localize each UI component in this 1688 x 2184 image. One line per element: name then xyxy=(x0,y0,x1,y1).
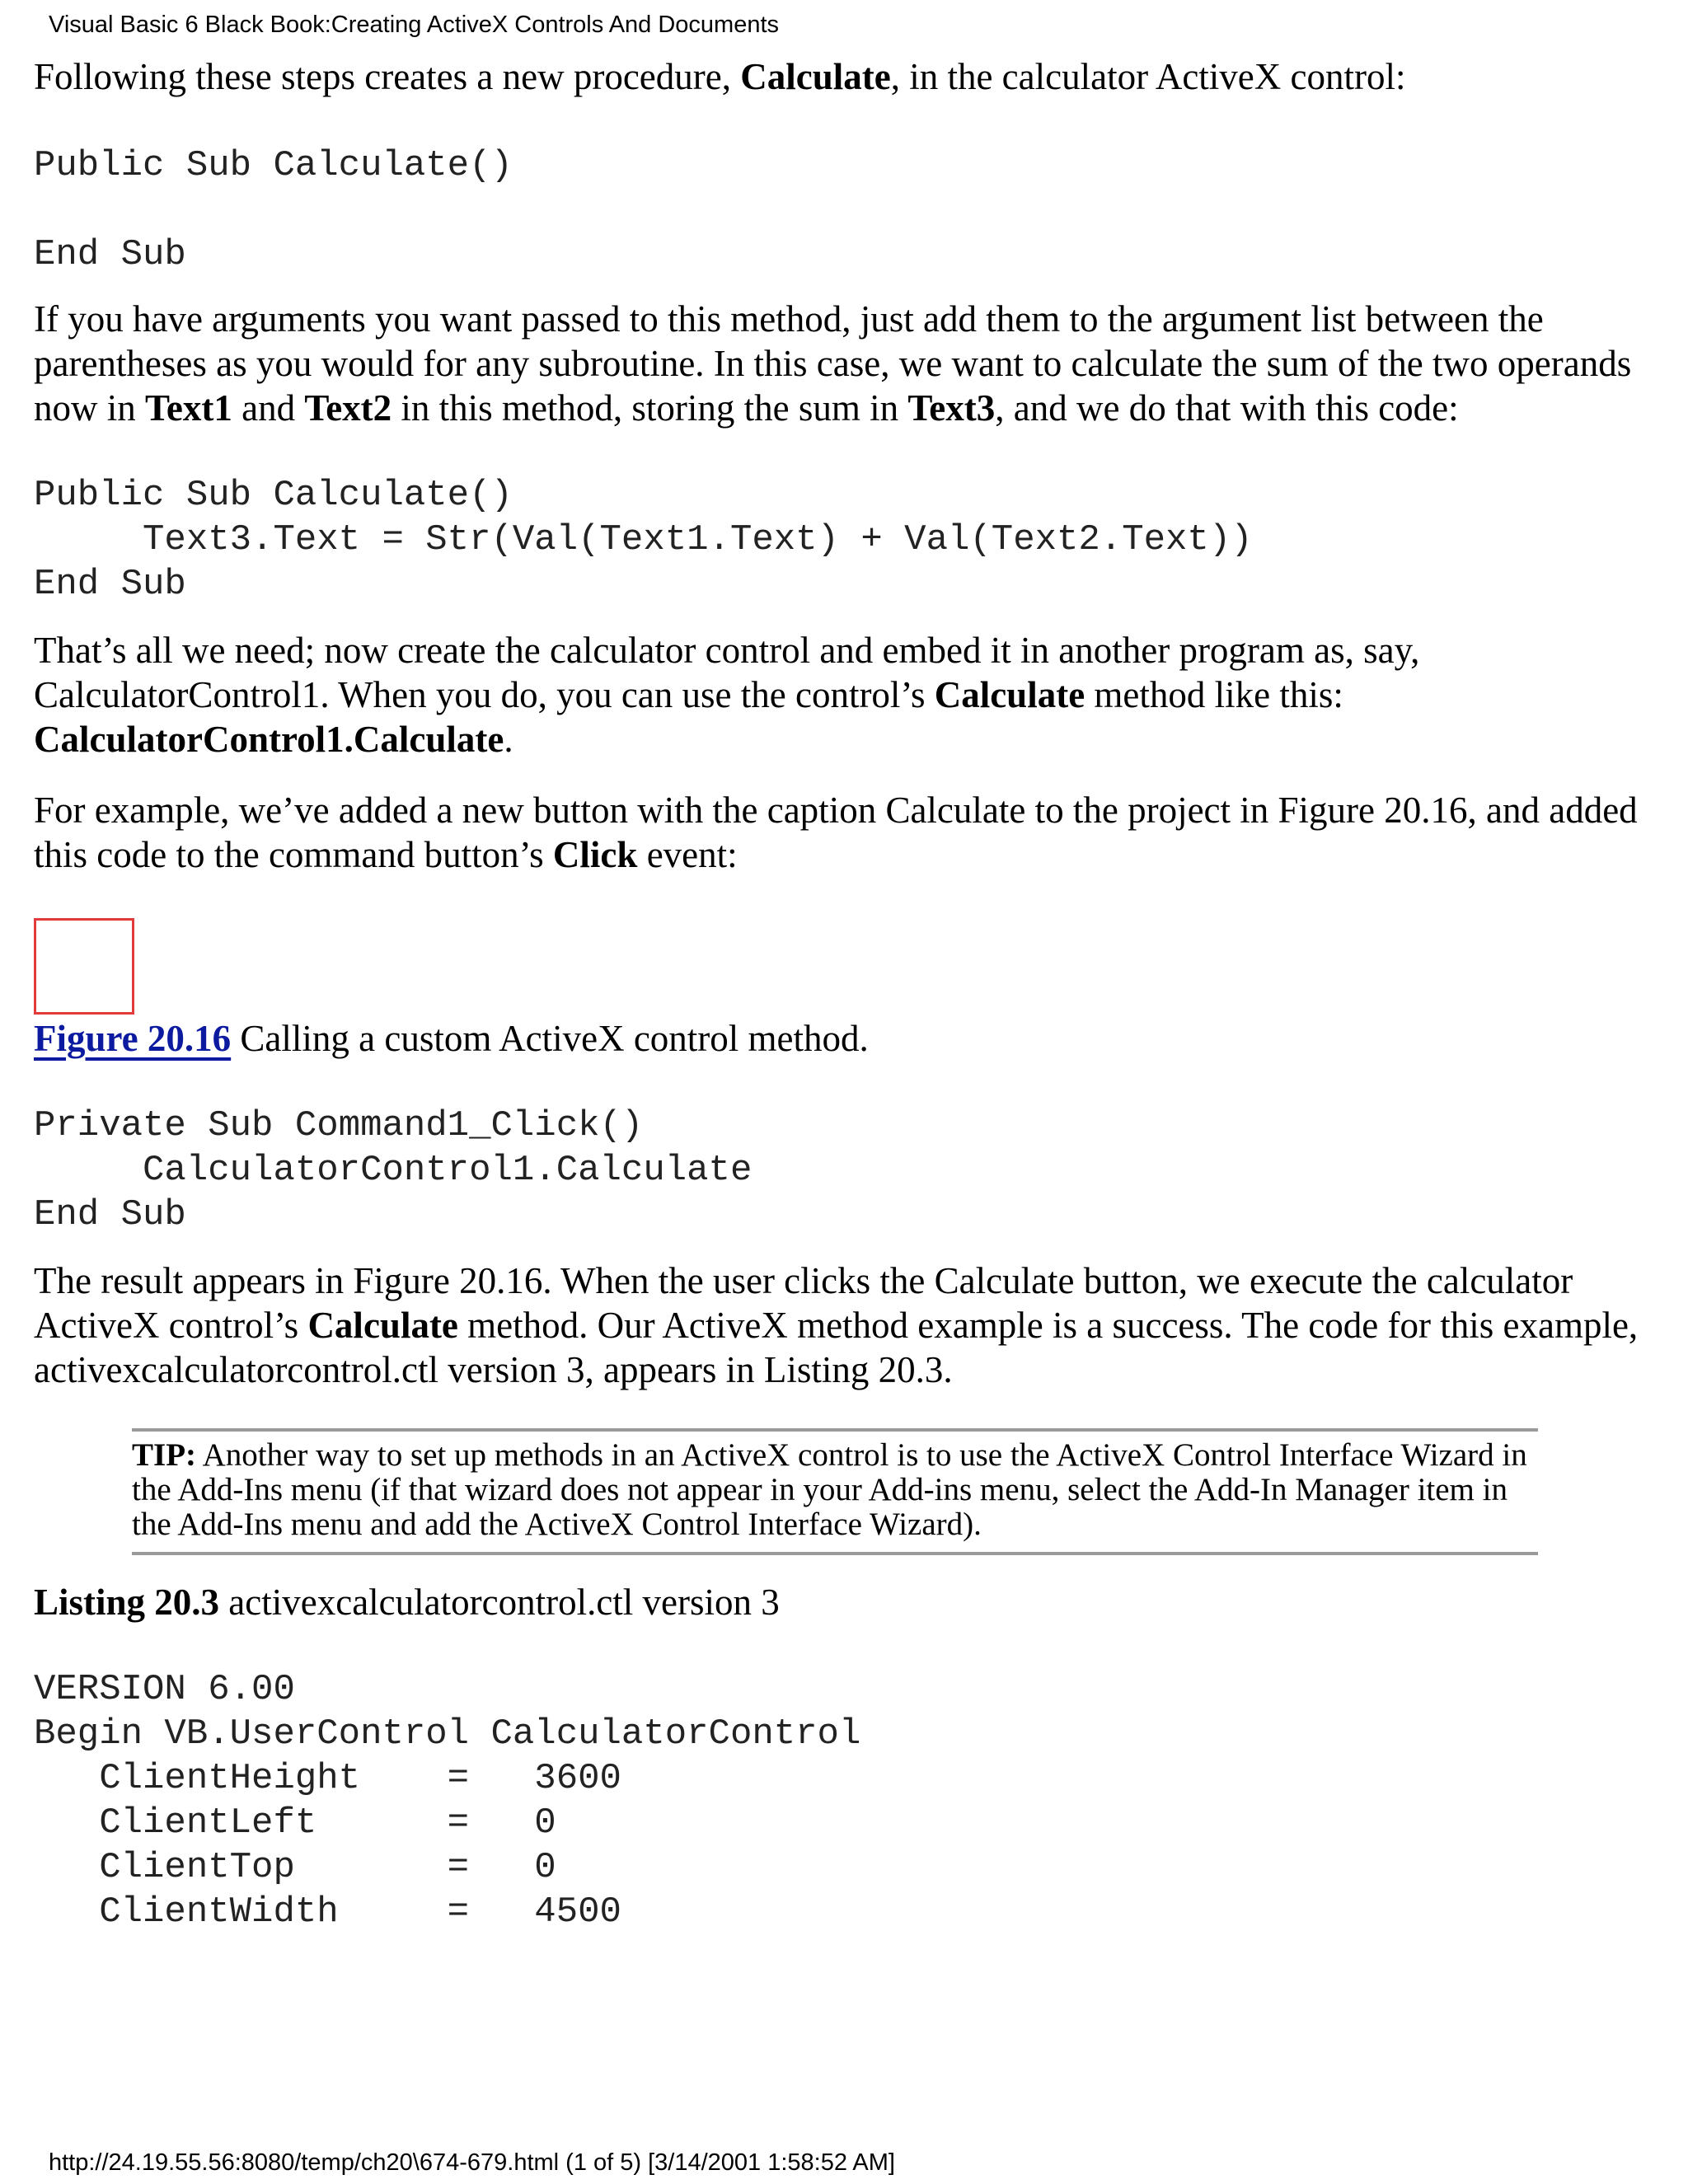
text-run: Following these steps creates a new procedure, xyxy=(34,56,741,97)
figure-link[interactable]: Figure 20.16 xyxy=(34,1018,232,1059)
result-paragraph xyxy=(34,1258,1662,1392)
text-run: method. Our ActiveX method example is a success. The code for this example, activexcalculatorcontrol.ctl version 3, appears in Listing 20.3. xyxy=(34,1305,1639,1390)
code-line: VERSION 6.00 xyxy=(34,1669,295,1710)
text-run: , in the calculator ActiveX control: xyxy=(890,56,1406,97)
code-block-calculate-impl xyxy=(34,473,1662,607)
code-line: Public Sub Calculate() xyxy=(34,475,513,516)
code-line: ClientTop = 0 xyxy=(34,1847,556,1888)
text-run: event: xyxy=(637,834,738,875)
bold-term: Text2 xyxy=(304,387,392,429)
tip-box xyxy=(132,1428,1538,1555)
tip-text: Another way to set up methods in an ActiveX control is to use the ActiveX Control Interface Wizard in the Add-Ins menu (if that wizard does not appear in your Add-ins menu, select the Add-In Manager item in the Add-Ins menu and add the ActiveX Control Interface Wizard). xyxy=(132,1437,1527,1542)
code-line: End Sub xyxy=(34,234,186,275)
text-run: The result appears in Figure 20.16. When the user clicks the Calculate button, we execute the calculator ActiveX control’s xyxy=(34,1260,1573,1346)
text-run: . xyxy=(504,719,513,760)
listing-title-text: activexcalculatorcontrol.ctl version 3 xyxy=(219,1582,780,1623)
text-run: For example, we’ve added a new button with the caption Calculate to the project in Figure 20.16, and added this code to the command button’s xyxy=(34,790,1638,875)
embed-paragraph xyxy=(34,628,1662,762)
code-line: End Sub xyxy=(34,564,186,605)
code-line: ClientLeft = 0 xyxy=(34,1802,556,1844)
code-line: Begin VB.UserControl CalculatorControl xyxy=(34,1713,861,1755)
figure-caption-text: Calling a custom ActiveX control method. xyxy=(231,1018,869,1059)
example-paragraph xyxy=(34,788,1662,877)
code-line: Text3.Text = Str(Val(Text1.Text) + Val(Text2.Text)) xyxy=(34,519,1253,560)
page-header-title: Visual Basic 6 Black Book:Creating ActiveX Controls And Documents xyxy=(49,12,780,38)
code-line: CalculatorControl1.Calculate xyxy=(34,1150,753,1191)
intro-paragraph xyxy=(34,54,1662,99)
listing-title xyxy=(34,1580,1662,1624)
document-body xyxy=(34,54,1662,1934)
text-run: and xyxy=(232,387,305,429)
bold-term: Calculate xyxy=(934,674,1085,715)
code-line: Private Sub Command1_Click() xyxy=(34,1105,644,1146)
bold-term: Calculate xyxy=(740,56,891,97)
text-run: If you have arguments you want passed to this method, just add them to the argument list between the parentheses as you would for any subroutine. In this case, we want to calculate the sum of the two operands now in xyxy=(34,298,1632,429)
text-run: That’s all we need; now create the calculator control and embed it in another program as, say, CalculatorControl1. When you do, you can use the control’s xyxy=(34,630,1420,715)
code-block-listing xyxy=(34,1667,1662,1934)
tip-label: TIP: xyxy=(132,1437,196,1473)
code-line: End Sub xyxy=(34,1194,186,1235)
bold-term: Click xyxy=(552,834,638,875)
figure-caption xyxy=(34,1016,1662,1061)
bold-term: Calculate xyxy=(307,1305,458,1346)
code-line: Public Sub Calculate() xyxy=(34,145,513,186)
code-line: ClientHeight = 3600 xyxy=(34,1758,621,1799)
page-footer-url: http://24.19.55.56:8080/temp/ch20\674-679.html (1 of 5) [3/14/2001 1:58:52 AM] xyxy=(49,2149,895,2176)
bold-term: CalculatorControl1.Calculate xyxy=(34,719,504,760)
bold-term: Text3 xyxy=(907,387,996,429)
arguments-paragraph xyxy=(34,297,1662,430)
text-run: , and we do that with this code: xyxy=(995,387,1459,429)
listing-label: Listing 20.3 xyxy=(34,1582,220,1623)
text-run: in this method, storing the sum in xyxy=(392,387,908,429)
code-line xyxy=(34,190,55,231)
code-block-calculate-stub xyxy=(34,143,1662,277)
bold-term: Text1 xyxy=(145,387,232,429)
figure-image-placeholder xyxy=(34,918,134,1015)
code-line: ClientWidth = 4500 xyxy=(34,1891,621,1933)
text-run: method like this: xyxy=(1085,674,1343,715)
code-block-click-handler xyxy=(34,1104,1662,1237)
